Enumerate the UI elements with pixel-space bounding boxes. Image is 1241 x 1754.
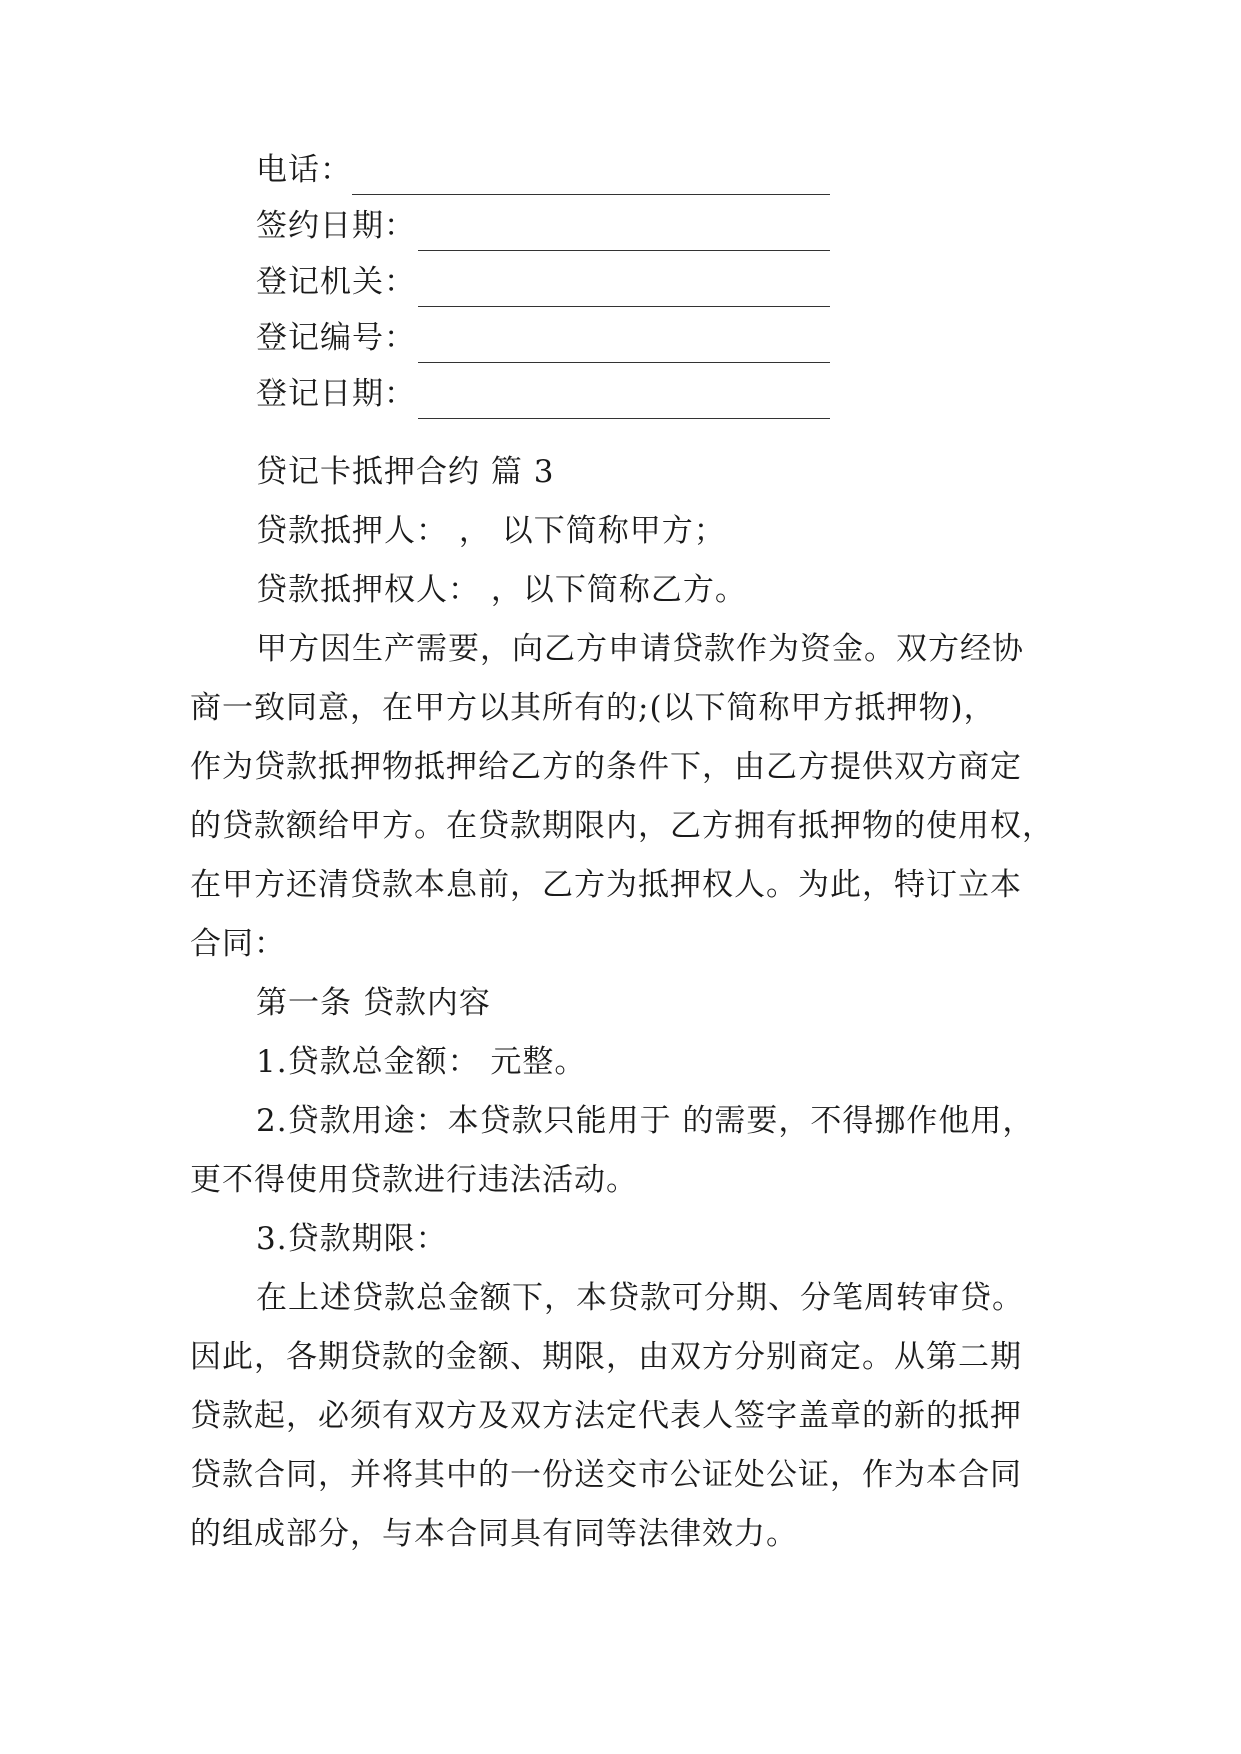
field-reg-date-blank xyxy=(418,418,830,419)
field-phone-blank xyxy=(352,194,830,195)
item-3-body-line: 贷款起，必须有双方及双方法定代表人签字盖章的新的抵押 xyxy=(190,1398,1022,1434)
field-sign-date-label: 签约日期： xyxy=(256,208,416,244)
field-reg-number-label: 登记编号： xyxy=(256,320,416,356)
field-sign-date-blank xyxy=(418,250,830,251)
article-1-title: 第一条 贷款内容 xyxy=(256,985,491,1021)
intro-line: 甲方因生产需要，向乙方申请贷款作为资金。双方经协 xyxy=(256,631,1024,667)
intro-line: 的贷款额给甲方。在贷款期限内，乙方拥有抵押物的使用权， xyxy=(190,808,1054,844)
item-3-body-line: 贷款合同，并将其中的一份送交市公证处公证，作为本合同 xyxy=(190,1457,1022,1493)
field-reg-authority-label: 登记机关： xyxy=(256,264,416,300)
field-phone-label: 电话： xyxy=(256,152,352,188)
item-3-body-line: 因此，各期贷款的金额、期限，由双方分别商定。从第二期 xyxy=(190,1339,1022,1375)
item-1: 1.贷款总金额： 元整。 xyxy=(256,1044,587,1080)
field-reg-number-blank xyxy=(418,362,830,363)
item-2-line: 2.贷款用途：本贷款只能用于 的需要，不得挪作他用， xyxy=(256,1103,1035,1139)
intro-line: 商一致同意，在甲方以其所有的;(以下简称甲方抵押物)， xyxy=(190,690,996,726)
field-reg-date-label: 登记日期： xyxy=(256,376,416,412)
section-heading: 贷记卡抵押合约 篇 3 xyxy=(256,454,555,490)
item-2-line: 更不得使用贷款进行违法活动。 xyxy=(190,1162,638,1198)
field-reg-authority-blank xyxy=(418,306,830,307)
intro-line: 作为贷款抵押物抵押给乙方的条件下，由乙方提供双方商定 xyxy=(190,749,1022,785)
party-mortgagee: 贷款抵押权人： ，以下简称乙方。 xyxy=(256,572,747,608)
item-3: 3.贷款期限： xyxy=(256,1221,448,1257)
item-3-body-line: 在上述贷款总金额下，本贷款可分期、分笔周转审贷。 xyxy=(256,1280,1024,1316)
intro-line: 合同： xyxy=(190,926,286,962)
party-mortgagor: 贷款抵押人： ， 以下简称甲方； xyxy=(256,513,726,549)
intro-line: 在甲方还清贷款本息前，乙方为抵押权人。为此，特订立本 xyxy=(190,867,1022,903)
item-3-body-line: 的组成部分，与本合同具有同等法律效力。 xyxy=(190,1516,798,1552)
